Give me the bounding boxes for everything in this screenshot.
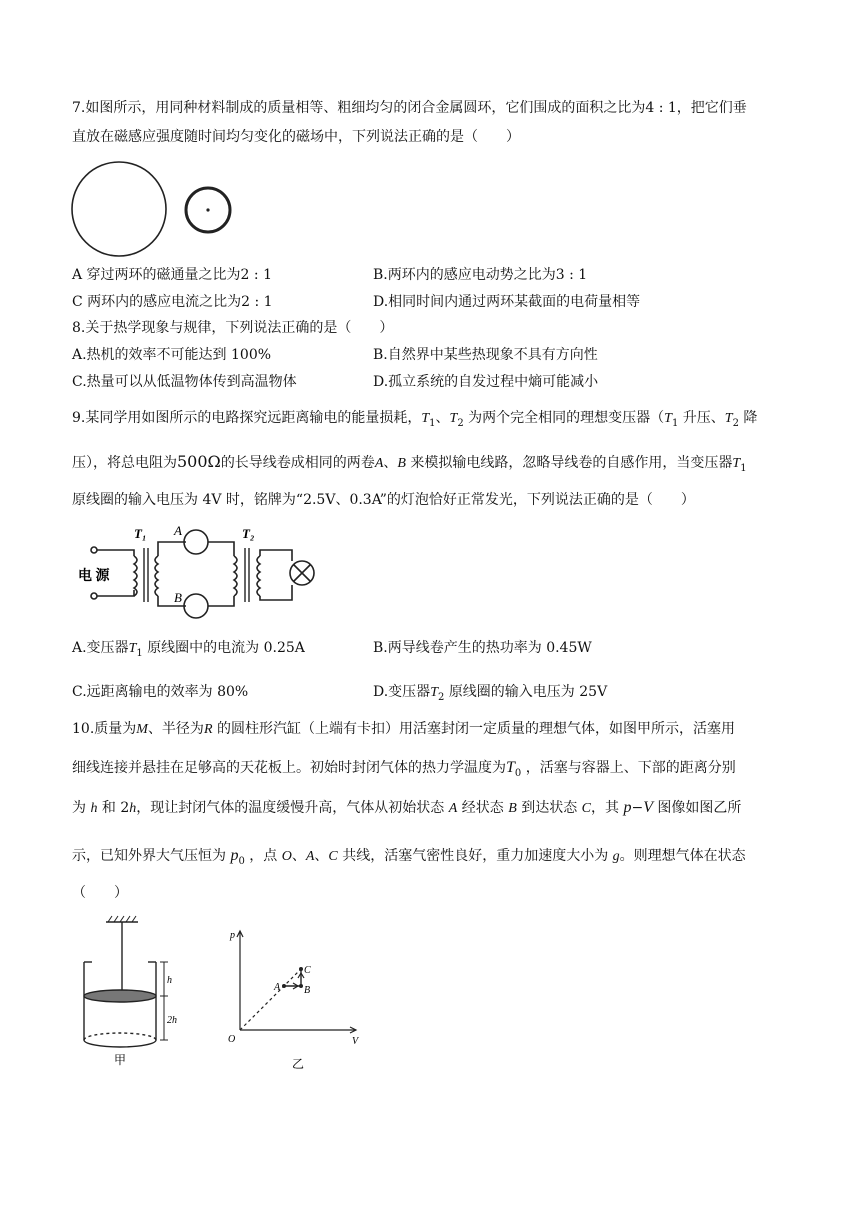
p-axis-label: p: [230, 930, 235, 941]
terminal-top: [91, 547, 97, 553]
q10-stem-line5: （ ）: [72, 885, 128, 901]
q10-stem-line4: 示，已知外界大气压恒为 $p_0$ ，点 O、A、C 共线，活塞气密性良好，重力加速度大小为 g。则理想气体在状态: [72, 847, 746, 867]
t2-secondary-coil: [257, 556, 260, 596]
point-b-label: B: [304, 985, 311, 996]
q8-option-b: B.自然界中某些热现象不具有方向性: [373, 347, 598, 363]
q8-option-a: A.热机的效率不可能达到 100%: [72, 347, 272, 363]
q10-pv-graph: [222, 922, 372, 1072]
q10-stem-line3: 为 h 和 2h，现让封闭气体的温度缓慢升高，气体从初始状态 A 经状态 B 到达状态 C，其 p−V 图像如图乙所: [72, 799, 742, 816]
q7-stem-line2: 直放在磁感应强度随时间均匀变化的磁场中，下列说法正确的是（ ）: [72, 129, 520, 145]
q9-option-a: A.变压器$T_1$ 原线圈中的电流为 0.25A: [72, 640, 305, 659]
q10-stem-line2: 细线连接并悬挂在足够高的天花板上。初始时封闭气体的热力学温度为$T_0$ ，活塞与容器上、下部的距离分别: [72, 759, 736, 779]
v-axis-label: V: [352, 1036, 359, 1047]
q7-stem-line1: 7.如图所示，用同种材料制成的质量相等、粗细均匀的闭合金属圆环，它们围成的面积之比为4 : 1，把它们垂: [72, 100, 747, 116]
q7-rings-figure: [66, 158, 246, 262]
t1-label: T₁: [134, 526, 147, 541]
q8-option-c: C.热量可以从低温物体传到高温物体: [72, 374, 297, 390]
dim-2h-label: 2h: [167, 1015, 177, 1026]
origin-label: O: [228, 1034, 236, 1045]
wire-coil-b: [184, 594, 208, 618]
q7-option-d: D.相同时间内通过两环某截面的电荷量相等: [373, 294, 641, 310]
q10-cylinder-figure: [70, 912, 190, 1072]
q7-option-a: A 穿过两环的磁通量之比为2 : 1: [72, 267, 272, 283]
q9-option-c: C.远距离输电的效率为 80%: [72, 684, 249, 700]
t2-primary-coil: [234, 556, 237, 596]
t2-label: T₂: [242, 526, 255, 541]
power-label: 电 源: [78, 569, 110, 584]
point-a-label: A: [274, 982, 281, 993]
q7-option-b: B.两环内的感应电动势之比为3 : 1: [373, 267, 588, 283]
dim-h-label: h: [167, 975, 172, 986]
point-c-label: C: [304, 965, 311, 976]
large-ring: [72, 162, 166, 256]
q9-option-d: D.变压器$T_2$ 原线圈的输入电压为 25V: [373, 684, 608, 703]
figure-yi-label: 乙: [292, 1057, 305, 1071]
q9-stem-line2: 压），将总电阻为500Ω的长导线卷成相同的两卷A、B 来模拟输电线路，忽略导线卷的自感作用，当变压器$T_1$: [72, 452, 747, 474]
terminal-bottom: [91, 593, 97, 599]
point-c: [299, 967, 303, 971]
coil-b-label: B: [174, 590, 182, 605]
coil-a-label: A: [174, 523, 182, 538]
q9-circuit-figure: [74, 520, 334, 620]
point-a: [282, 984, 286, 988]
q9-option-b: B.两导线卷产生的热功率为 0.45W: [373, 640, 592, 656]
q7-option-c: C 两环内的感应电流之比为2 : 1: [72, 294, 273, 310]
point-b: [299, 984, 303, 988]
figure-jia-label: 甲: [114, 1053, 127, 1067]
line-oac: [240, 969, 301, 1030]
q8-stem: 8.关于热学现象与规律，下列说法正确的是（ ）: [72, 320, 394, 336]
piston: [84, 990, 156, 1002]
q9-stem-line3: 原线圈的输入电压为 4V 时，铭牌为“2.5V、0.3A”的灯泡恰好正常发光，下列说法正确的是（ ）: [72, 492, 695, 508]
small-ring-center-dot: [206, 208, 209, 211]
q9-stem-line1: 9.某同学用如图所示的电路探究远距离输电的能量损耗，$T_1$、$T_2$ 为两个完全相同的理想变压器（$T_1$ 升压、$T_2$ 降: [72, 410, 758, 429]
t1-secondary-coil: [155, 556, 158, 596]
q10-stem-line1: 10.质量为M、半径为R 的圆柱形汽缸（上端有卡扣）用活塞封闭一定质量的理想气体，如图甲所示，活塞用: [72, 721, 735, 737]
q8-option-d: D.孤立系统的自发过程中熵可能减小: [373, 374, 599, 390]
wire-coil-a: [184, 530, 208, 554]
